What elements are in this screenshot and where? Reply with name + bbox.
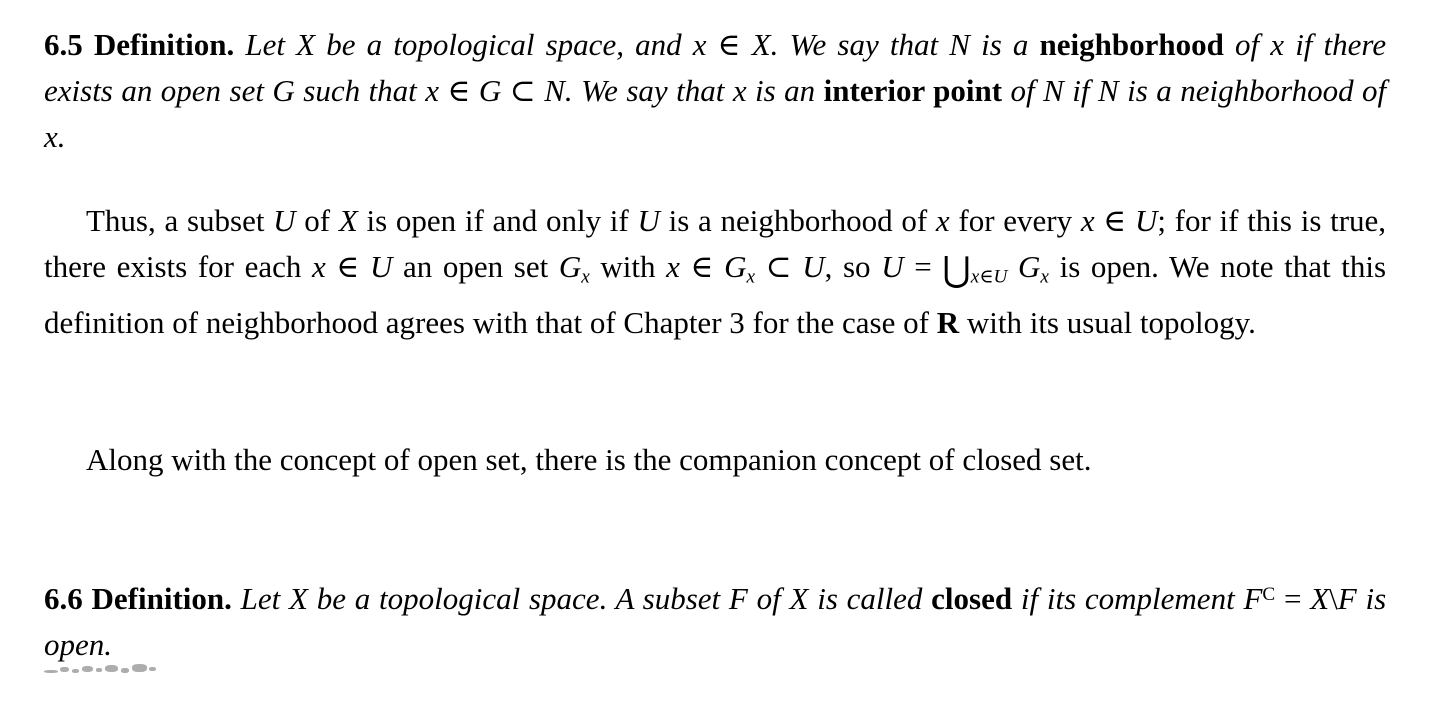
math-var-x: x [44, 119, 58, 154]
math-var-F: F [728, 580, 748, 616]
math-var-U: U [1134, 203, 1158, 238]
math-equals: = [1283, 580, 1302, 616]
math-var-x: x [732, 73, 747, 108]
math-var-X: X [289, 580, 308, 616]
math-equals: = [914, 249, 932, 284]
math-var-X: X [751, 27, 771, 62]
math-subscript-x: x [581, 266, 590, 288]
math-var-x: x [425, 73, 440, 108]
paragraph-along-block [44, 437, 1386, 483]
math-var-U: U [802, 249, 825, 284]
math-var-U: U [637, 203, 660, 238]
definition-6-6-block [44, 572, 1386, 668]
math-var-F: F [1243, 580, 1263, 616]
definition-number: 6.5 [44, 27, 83, 62]
paragraph-thus-block: Thus, a subset U of X is open if and only if U is a neighborhood of x for every x ∈ U; for if this is true, there exists for each x ∈ U an open set $G_x$ with x ∈ $G_x$ ⊂ U, so $U = ⋃_{x\in U}$ $G_x$ is open. We note that this definition of neighborhood agrees with that of Chapter 3 for the case of R with its usual topology. [44, 203, 1387, 341]
definition-number: 6.6 [44, 580, 83, 616]
math-rel-in: ∈ [717, 27, 741, 62]
math-rel-in: ∈ [447, 73, 471, 108]
math-var-U: U [369, 249, 393, 284]
math-var-G: G [272, 73, 295, 108]
math-rel-in: ∈ [1103, 203, 1127, 238]
math-var-N: N [544, 73, 565, 108]
math-rel-in: ∈ [336, 249, 360, 284]
math-var-G: G [558, 249, 582, 284]
math-set-R: R [936, 305, 960, 341]
math-var-x: x [935, 203, 950, 238]
math-var-U: U [273, 203, 296, 238]
math-superscript-C: C [1262, 584, 1276, 605]
math-var-x: x [312, 249, 326, 284]
math-var-x: x [692, 27, 707, 62]
math-rel-subset: ⊂ [509, 73, 536, 108]
definition-6-5-block [44, 22, 1386, 160]
math-var-x: x [666, 249, 680, 284]
math-var-G: G [1018, 249, 1041, 284]
math-var-x: x [1270, 27, 1285, 62]
definition-6-6-text: Let X be a topological space. A subset F of X is called closed if its complement $F^C$ = X\F is open. [44, 580, 1387, 662]
math-var-G: G [478, 73, 502, 108]
math-subscript-x: x [746, 266, 755, 288]
math-var-X: X [338, 203, 358, 238]
definition-6-5-text: Let X be a topological space, and x ∈ X. We say that N is a neighborhood of x if there exists an open set G such that x ∈ G ⊂ N. We say that x is an interior point of N if N is a neighborhood of x. [44, 27, 1387, 154]
paragraph-along-text: Along with the concept of open set, there is the companion concept of closed set. [86, 442, 1092, 477]
math-var-U: U [881, 249, 904, 284]
math-var-G: G [724, 249, 747, 284]
math-var-x: x [1080, 203, 1095, 238]
math-rel-subset: ⊂ [765, 249, 792, 284]
math-var-N: N [1097, 73, 1119, 108]
math-var-F: F [1337, 580, 1357, 616]
math-rel-in: ∈ [690, 249, 714, 284]
math-bigcup-subscript: x∈U [970, 266, 1008, 288]
math-var-N: N [1043, 73, 1064, 108]
math-subscript-x: x [1040, 266, 1049, 288]
definition-label: Definition. [91, 580, 232, 616]
definition-label: Definition. [93, 27, 235, 62]
term-closed: closed [931, 580, 1013, 616]
math-var-X: X [1310, 580, 1330, 616]
math-bigcup-icon: ⋃ [942, 250, 971, 290]
term-interior-point: interior point [823, 73, 1003, 108]
term-neighborhood: neighborhood [1039, 27, 1224, 62]
math-backslash: \ [1329, 580, 1338, 616]
math-var-X: X [789, 580, 809, 616]
math-var-N: N [949, 27, 970, 62]
math-var-X: X [296, 27, 316, 62]
